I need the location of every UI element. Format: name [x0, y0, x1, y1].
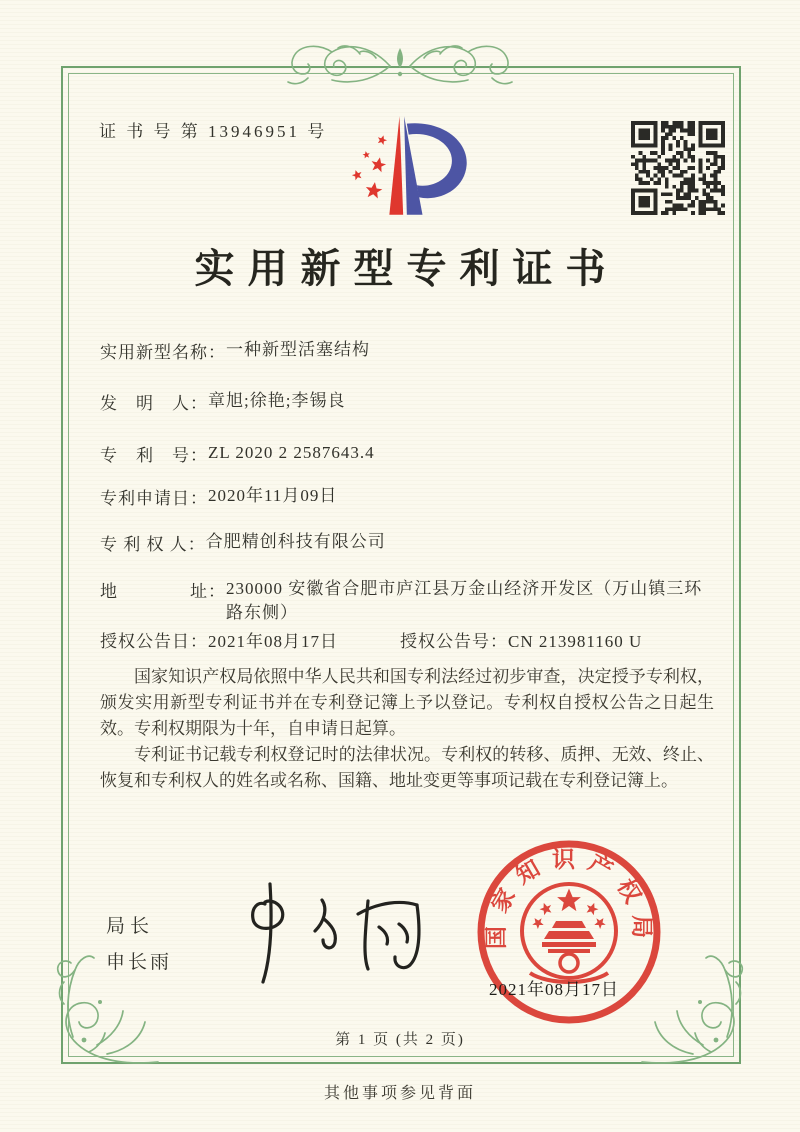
- grant-number-label: 授权公告号：: [400, 632, 508, 651]
- page-indicator: 第 1 页 (共 2 页): [335, 1032, 465, 1048]
- field-label: 专 利 权 人：: [100, 535, 206, 554]
- grant-date: [100, 627, 338, 652]
- field-label: 专 利 号：: [100, 446, 208, 465]
- field-label: 地 址：: [100, 582, 226, 601]
- field-value: 2020年11月09日: [208, 486, 338, 505]
- back-note: 其他事项参见背面: [323, 1085, 476, 1102]
- field-value: ZL 2020 2 2587643.4: [208, 443, 375, 462]
- cnipa-logo-icon: [336, 99, 474, 232]
- field-label: 实用新型名称：: [100, 343, 226, 362]
- commissioner-title: 局长: [106, 916, 155, 937]
- legal-text: [100, 664, 714, 794]
- commissioner-name: 申长雨: [106, 952, 173, 973]
- seal-ring-text: 国家知识产权局: [483, 847, 655, 950]
- legal-paragraph: 国家知识产权局依照中华人民共和国专利法经过初步审查，决定授予专利权，颁发实用新型专利证书并在专利登记簿上予以登记。专利权自授权公告之日起生效。专利权期限为十年，自申请日起算。: [100, 667, 714, 738]
- seal-date: 2021年08月17日: [489, 980, 619, 999]
- grant-number-value: CN 213981160 U: [508, 632, 643, 651]
- certificate-title: 实用新型专利证书: [194, 246, 619, 291]
- field-row-filing-date: [100, 484, 337, 509]
- field-row-patentee: [100, 530, 386, 555]
- qr-code: [631, 121, 725, 215]
- corner-ornament-icon: [632, 944, 766, 1078]
- field-value: 230000 安徽省合肥市庐江县万金山经济开发区（万山镇三环路东侧）: [226, 579, 703, 622]
- legal-paragraph: 专利证书记载专利权登记时的法律状况。专利权的转移、质押、无效、终止、恢复和专利权人的姓名或名称、国籍、地址变更等事项记载在专利登记簿上。: [100, 745, 714, 790]
- field-row-patent-number: [100, 441, 375, 466]
- grant-date-label: 授权公告日：: [100, 632, 208, 651]
- top-flourish-ornament-icon: [268, 32, 532, 96]
- certificate-number: 证 书 号 第 13946951 号: [99, 122, 328, 141]
- field-label: 专利申请日：: [100, 489, 208, 508]
- handwritten-signature-icon: [225, 874, 440, 992]
- field-value: 合肥精创科技有限公司: [205, 532, 386, 551]
- grant-date-value: 2021年08月17日: [208, 632, 338, 651]
- grant-number: [400, 627, 642, 652]
- national-emblem-icon: [522, 884, 616, 982]
- corner-ornament-icon: [34, 944, 168, 1078]
- field-row-name: [100, 338, 370, 363]
- field-row-inventor: [100, 389, 345, 414]
- field-row-address: [100, 577, 704, 625]
- field-value: 一种新型活塞结构: [226, 340, 370, 359]
- field-value: 章旭;徐艳;李锡良: [208, 391, 346, 410]
- field-label: 发 明 人：: [100, 394, 208, 413]
- grant-row: [100, 627, 642, 652]
